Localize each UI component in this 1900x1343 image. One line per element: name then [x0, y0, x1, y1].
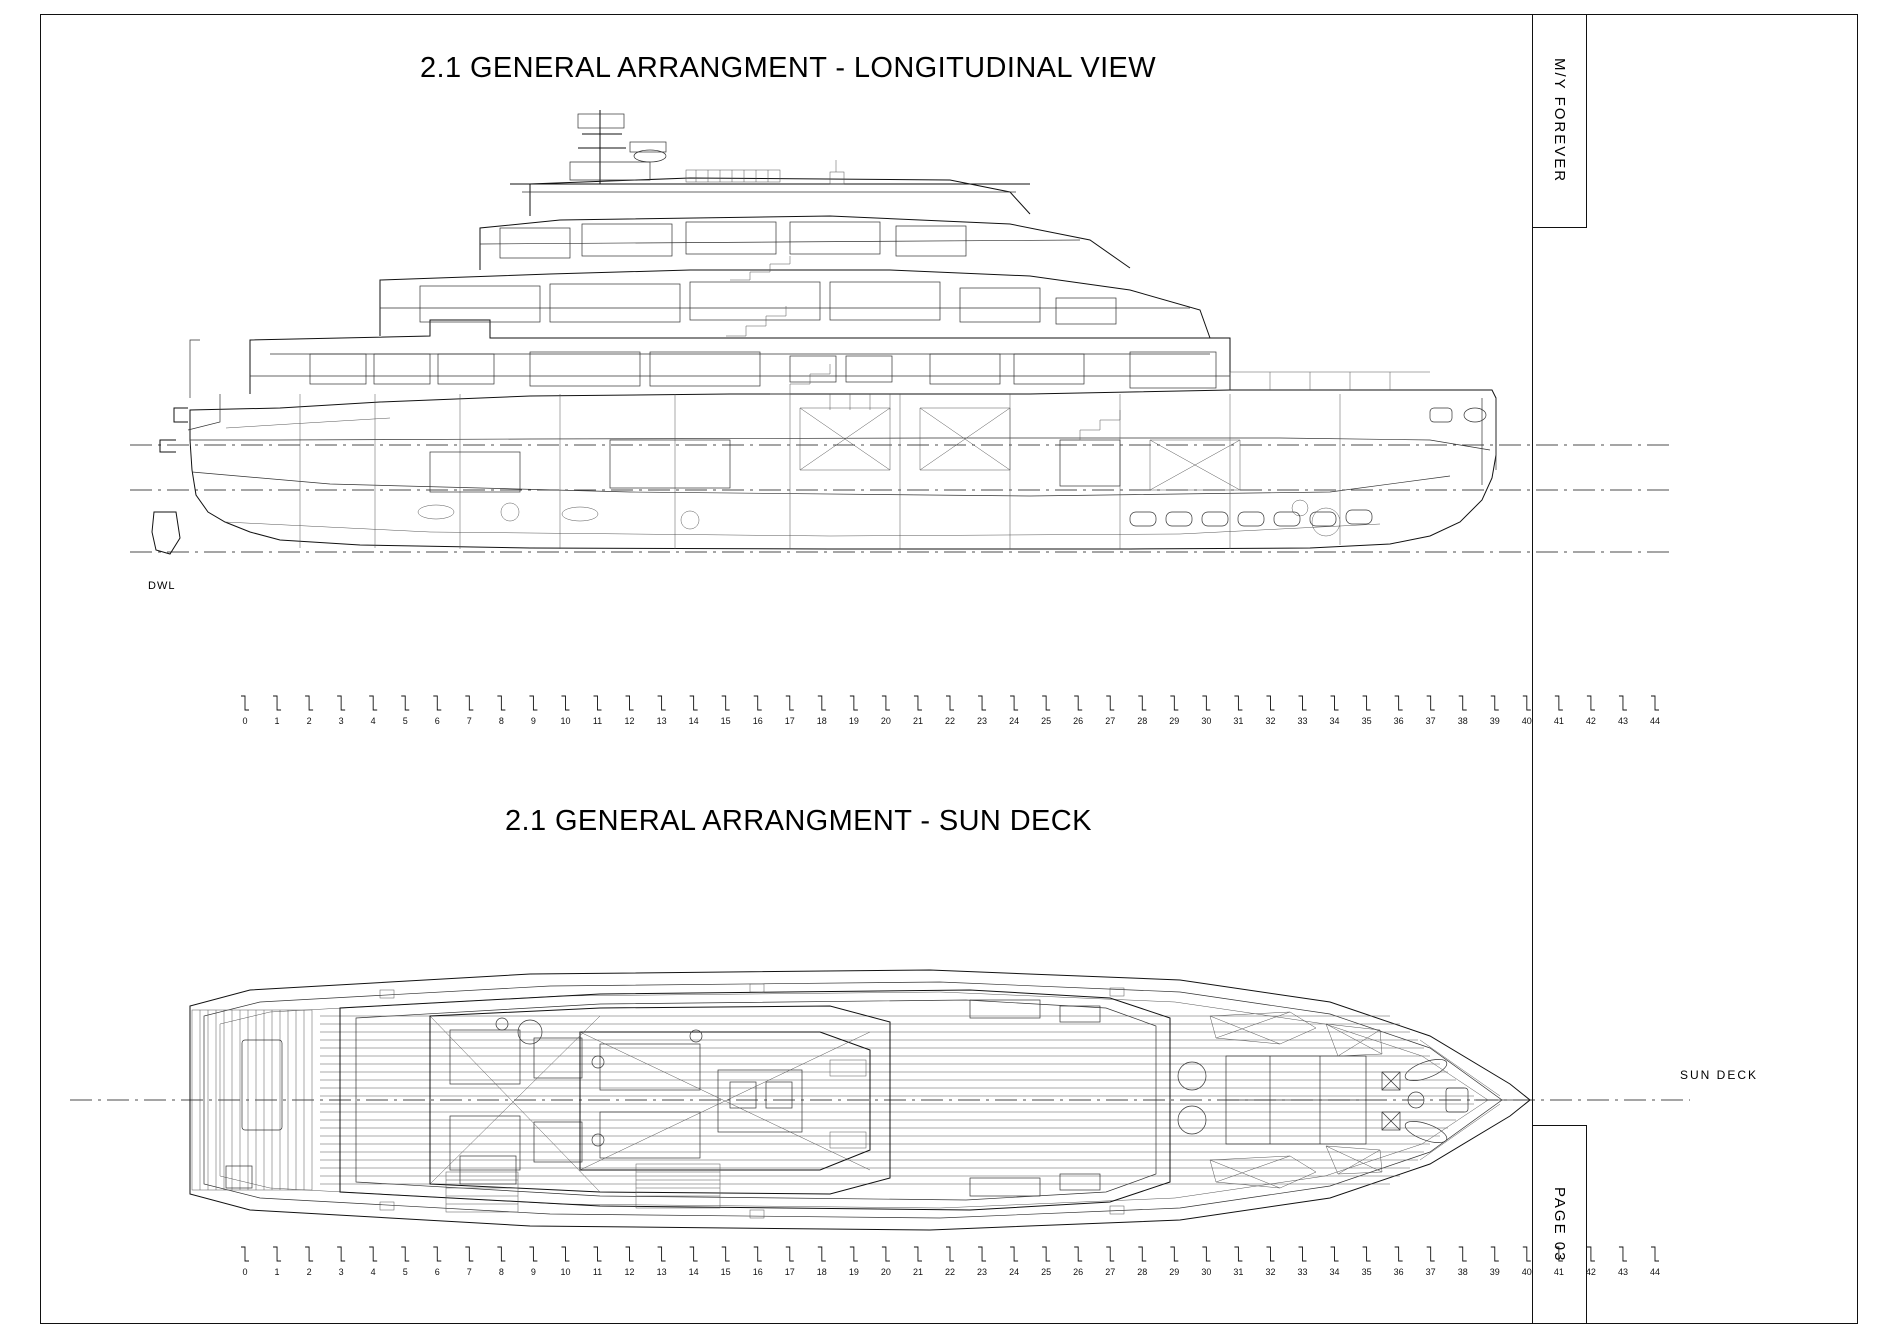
frame-tick-label: 26 [1073, 716, 1084, 726]
frame-tick-label: 20 [880, 1267, 891, 1277]
frame-tick-label: 31 [1233, 1267, 1244, 1277]
frame-tick-label: 18 [816, 716, 827, 726]
frame-tick-label: 11 [592, 716, 603, 726]
frame-tick-label: 10 [560, 1267, 571, 1277]
frame-tick-label: 40 [1521, 716, 1532, 726]
sun-deck-plan-drawing [130, 920, 1710, 1280]
frame-tick-label: 14 [688, 1267, 699, 1277]
frame-tick-label: 43 [1617, 716, 1628, 726]
sun-deck-centerline-label: SUN DECK [1680, 1068, 1759, 1082]
frame-tick-label: 16 [752, 716, 763, 726]
frame-tick-label: 5 [402, 716, 408, 726]
frame-tick-label: 27 [1105, 716, 1116, 726]
frame-tick-label: 22 [944, 716, 956, 726]
frame-tick-label: 42 [1585, 1267, 1596, 1277]
vessel-name-text: M/Y FOREVER [1551, 58, 1568, 184]
frame-tick-label: 44 [1649, 1267, 1661, 1277]
frame-tick-label: 9 [530, 716, 536, 726]
frame-tick-label: 39 [1489, 1267, 1500, 1277]
longitudinal-profile-drawing [130, 140, 1710, 740]
frame-tick-label: 26 [1073, 1267, 1084, 1277]
frame-tick-label: 15 [720, 716, 731, 726]
frame-tick-label: 42 [1585, 716, 1596, 726]
frame-tick-label: 10 [560, 716, 571, 726]
frame-tick-label: 24 [1009, 716, 1020, 726]
frame-tick-label: 40 [1521, 1267, 1532, 1277]
frame-tick-label: 22 [944, 1267, 956, 1277]
frame-tick-label: 32 [1265, 716, 1276, 726]
frame-tick-label: 23 [977, 716, 988, 726]
frame-tick-label: 25 [1041, 716, 1052, 726]
frame-tick-label: 29 [1169, 1267, 1180, 1277]
frame-tick-label: 13 [656, 1267, 667, 1277]
frame-tick-label: 36 [1393, 1267, 1404, 1277]
frame-tick-label: 43 [1617, 1267, 1628, 1277]
frame-tick-label: 32 [1265, 1267, 1276, 1277]
frame-tick-label: 33 [1297, 716, 1308, 726]
frame-tick-label: 44 [1649, 716, 1661, 726]
frame-tick-label: 12 [624, 716, 635, 726]
frame-tick-label: 1 [274, 1267, 280, 1277]
frame-tick-label: 8 [498, 1267, 504, 1277]
frame-tick-label: 3 [338, 1267, 344, 1277]
frame-tick-label: 19 [848, 1267, 859, 1277]
frame-tick-label: 9 [530, 1267, 536, 1277]
frame-tick-label: 0 [242, 1267, 248, 1277]
frame-tick-label: 41 [1553, 1267, 1564, 1277]
frame-tick-label: 16 [752, 1267, 763, 1277]
frame-tick-label: 18 [816, 1267, 827, 1277]
frame-tick-label: 12 [624, 1267, 635, 1277]
frame-tick-label: 2 [306, 716, 312, 726]
frame-tick-label: 14 [688, 716, 699, 726]
frame-tick-label: 37 [1425, 716, 1436, 726]
frame-tick-label: 35 [1361, 716, 1372, 726]
frame-tick-label: 23 [977, 1267, 988, 1277]
frame-tick-label: 21 [912, 716, 923, 726]
frame-tick-label: 6 [434, 716, 440, 726]
frame-tick-label: 7 [466, 716, 472, 726]
frame-tick-label: 27 [1105, 1267, 1116, 1277]
frame-tick-label: 17 [784, 1267, 795, 1277]
frame-tick-label: 4 [370, 716, 376, 726]
frame-tick-label: 31 [1233, 716, 1244, 726]
frame-tick-label: 19 [848, 716, 859, 726]
frame-tick-label: 15 [720, 1267, 731, 1277]
frame-tick-label: 2 [306, 1267, 312, 1277]
frame-tick-label: 0 [242, 716, 248, 726]
frame-tick-label: 11 [592, 1267, 603, 1277]
frame-tick-label: 41 [1553, 716, 1564, 726]
frame-tick-label: 4 [370, 1267, 376, 1277]
frame-tick-label: 28 [1137, 1267, 1148, 1277]
frame-tick-label: 17 [784, 716, 795, 726]
frame-tick-label: 29 [1169, 716, 1180, 726]
frame-tick-label: 7 [466, 1267, 472, 1277]
frame-tick-label: 36 [1393, 716, 1404, 726]
frame-tick-label: 37 [1425, 1267, 1436, 1277]
frame-tick-label: 3 [338, 716, 344, 726]
sun-deck-frame-ruler [242, 1245, 1661, 1279]
waterline-label: DWL [148, 580, 176, 592]
frame-tick-label: 1 [274, 716, 280, 726]
frame-tick-label: 8 [498, 716, 504, 726]
frame-tick-label: 38 [1457, 716, 1468, 726]
frame-tick-label: 28 [1137, 716, 1148, 726]
frame-tick-label: 30 [1201, 1267, 1212, 1277]
frame-tick-label: 5 [402, 1267, 408, 1277]
frame-tick-label: 6 [434, 1267, 440, 1277]
frame-tick-label: 24 [1009, 1267, 1020, 1277]
frame-tick-label: 20 [880, 716, 891, 726]
frame-tick-label: 33 [1297, 1267, 1308, 1277]
page-number-text: PAGE 03 [1551, 1186, 1568, 1263]
sun-deck-title: 2.1 GENERAL ARRANGMENT - SUN DECK [505, 805, 1092, 837]
frame-ruler-svg [242, 1245, 1661, 1279]
frame-tick-label: 13 [656, 716, 667, 726]
frame-tick-label: 39 [1489, 716, 1500, 726]
frame-tick-label: 25 [1041, 1267, 1052, 1277]
frame-tick-label: 21 [912, 1267, 923, 1277]
frame-tick-label: 38 [1457, 1267, 1468, 1277]
frame-tick-label: 30 [1201, 716, 1212, 726]
frame-tick-label: 34 [1329, 716, 1340, 726]
longitudinal-view-title: 2.1 GENERAL ARRANGMENT - LONGITUDINAL VIEW [420, 52, 1157, 84]
frame-tick-label: 34 [1329, 1267, 1340, 1277]
frame-ruler-svg [242, 694, 1661, 728]
frame-tick-label: 35 [1361, 1267, 1372, 1277]
longitudinal-frame-ruler [242, 694, 1661, 728]
